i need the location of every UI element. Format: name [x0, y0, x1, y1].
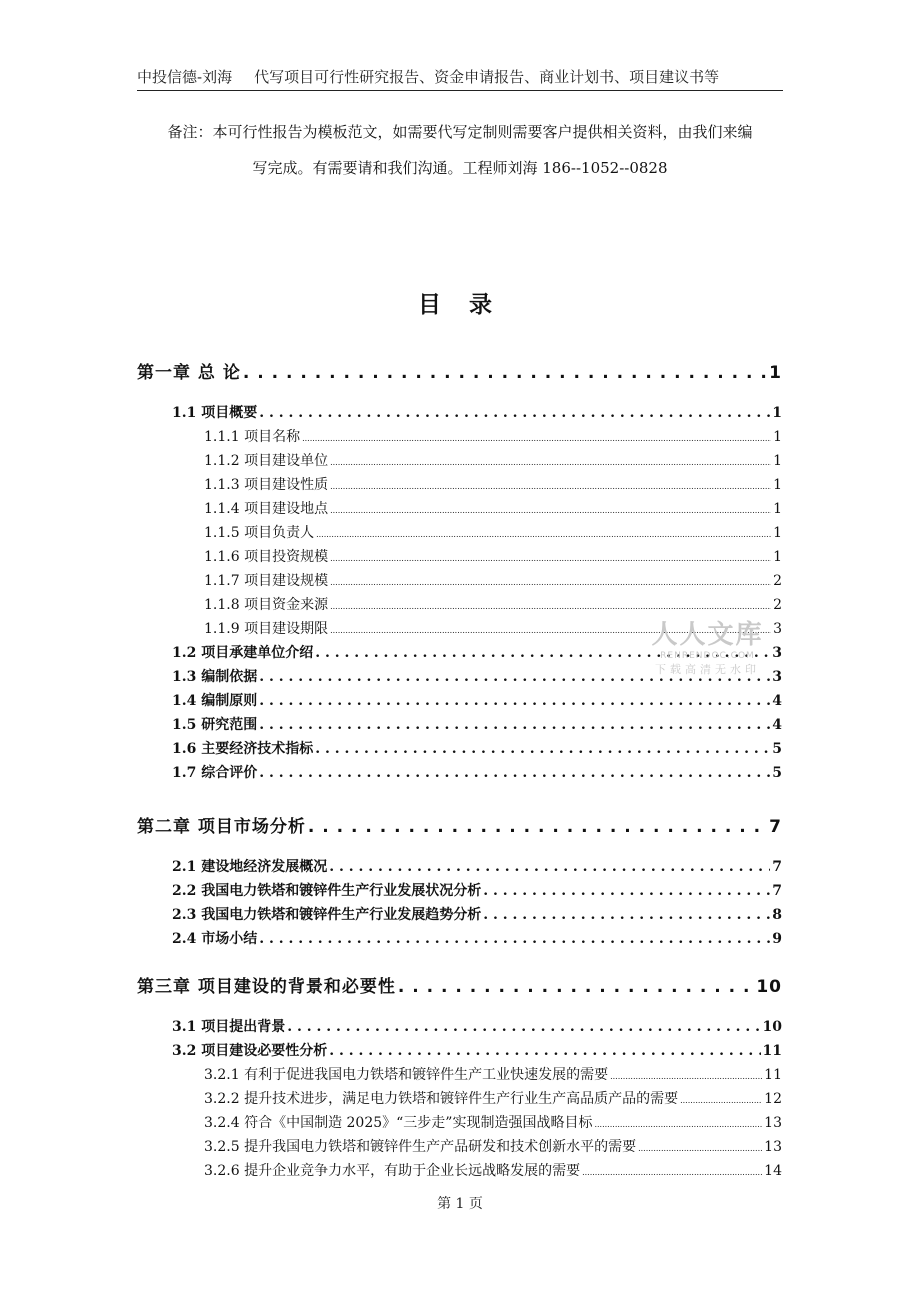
toc-title: 目 录 — [417, 292, 502, 318]
toc-subsection[interactable] — [204, 1136, 782, 1156]
toc-entry-page: 7 — [772, 859, 782, 875]
note-line-2: 写完成。有需要请和我们沟通。工程师刘海 186--1052--0828 — [252, 159, 668, 177]
toc-leader-dots — [243, 363, 767, 383]
toc-subsection[interactable] — [204, 546, 782, 566]
toc-entry-label: 1.4 编制原则 — [172, 693, 258, 709]
toc-chapter[interactable] — [137, 358, 782, 382]
toc-subsection[interactable] — [204, 1064, 782, 1084]
toc-entry-page: 3 — [773, 621, 782, 637]
toc-entry-page: 5 — [772, 741, 782, 757]
toc-leader-dots — [259, 765, 770, 781]
toc-entry-page: 2 — [773, 597, 782, 613]
toc-leader-dots — [330, 554, 771, 563]
toc-leader-dots — [330, 506, 771, 515]
toc-section[interactable] — [172, 1040, 782, 1060]
toc-entry-label: 1.1.3 项目建设性质 — [204, 477, 329, 493]
toc-subsection[interactable] — [204, 450, 782, 470]
toc-entry-page: 12 — [764, 1091, 782, 1107]
toc-section[interactable] — [172, 402, 782, 422]
watermark-tag: 下载高清无水印 — [655, 663, 760, 676]
toc-entry-label: 2.3 我国电力铁塔和镀锌件生产行业发展趋势分析 — [172, 907, 482, 923]
toc-entry-page: 10 — [762, 1019, 782, 1035]
toc-leader-dots — [330, 482, 771, 491]
toc-subsection[interactable] — [204, 498, 782, 518]
toc-entry-page: 4 — [772, 717, 782, 733]
toc-entry-label: 第三章 项目建设的背景和必要性 — [137, 977, 396, 997]
toc-entry-label: 2.4 市场小结 — [172, 931, 258, 947]
toc-entry-page: 13 — [764, 1115, 782, 1131]
toc-leader-dots — [259, 693, 770, 709]
toc-section[interactable] — [172, 856, 782, 876]
toc-entry-label: 3.2 项目建设必要性分析 — [172, 1043, 328, 1059]
toc-entry-page: 1 — [773, 501, 782, 517]
toc-subsection[interactable] — [204, 570, 782, 590]
toc-leader-dots — [259, 717, 770, 733]
toc-leader-dots — [594, 1120, 762, 1129]
toc-leader-dots — [259, 931, 770, 947]
toc-entry-label: 3.2.5 提升我国电力铁塔和镀锌件生产产品研发和技术创新水平的需要 — [204, 1139, 637, 1155]
toc-leader-dots — [483, 883, 770, 899]
toc-chapter[interactable] — [137, 972, 782, 996]
toc-entry-page: 1 — [773, 525, 782, 541]
toc-entry-label: 1.1.6 项目投资规模 — [204, 549, 329, 565]
toc-leader-dots — [610, 1072, 762, 1081]
toc-entry-label: 1.1 项目概要 — [172, 405, 258, 421]
toc-leader-dots — [315, 741, 770, 757]
toc-entry-label: 3.2.6 提升企业竞争力水平，有助于企业长远战略发展的需要 — [204, 1163, 581, 1179]
toc-leader-dots — [287, 1019, 760, 1035]
toc-entry-page: 11 — [762, 1043, 782, 1059]
toc-entry-page: 4 — [772, 693, 782, 709]
toc-entry-page: 1 — [773, 453, 782, 469]
header-rule — [137, 90, 783, 91]
header-company: 中投信德-刘海 — [137, 68, 233, 86]
toc-entry-label: 3.2.4 符合《中国制造 2025》“三步走”实现制造强国战略目标 — [204, 1115, 593, 1131]
toc-leader-dots — [330, 458, 771, 467]
toc-entry-page: 3 — [772, 669, 782, 685]
watermark-main: 人人文库 — [651, 620, 764, 650]
toc-leader-dots — [329, 859, 770, 875]
toc-leader-dots — [308, 817, 767, 837]
toc-leader-dots — [329, 1043, 760, 1059]
toc-subsection[interactable] — [204, 1088, 782, 1108]
toc-leader-dots — [483, 907, 770, 923]
watermark-sub: RENRENDOC.COM — [660, 651, 755, 661]
toc-leader-dots — [316, 530, 771, 539]
toc-entry-label: 1.1.5 项目负责人 — [204, 525, 315, 541]
watermark — [640, 620, 775, 678]
toc-section[interactable] — [172, 714, 782, 734]
toc-subsection[interactable] — [204, 594, 782, 614]
toc-entry-page: 7 — [769, 817, 782, 837]
toc-leader-dots — [398, 977, 754, 997]
toc-entry-label: 1.5 研究范围 — [172, 717, 258, 733]
toc-entry-label: 1.3 编制依据 — [172, 669, 258, 685]
toc-entry-page: 7 — [772, 883, 782, 899]
toc-entry-label: 2.1 建设地经济发展概况 — [172, 859, 328, 875]
toc-entry-page: 2 — [773, 573, 782, 589]
toc-entry-label: 1.1.9 项目建设期限 — [204, 621, 329, 637]
toc-entry-label: 1.7 综合评价 — [172, 765, 258, 781]
toc-leader-dots — [302, 434, 771, 443]
toc-leader-dots — [330, 578, 771, 587]
header-services: 代写项目可行性研究报告、资金申请报告、商业计划书、项目建议书等 — [254, 68, 720, 86]
toc-entry-page: 3 — [772, 645, 782, 661]
toc-entry-label: 1.6 主要经济技术指标 — [172, 741, 314, 757]
toc-subsection[interactable] — [204, 1112, 782, 1132]
toc-section[interactable] — [172, 928, 782, 948]
toc-leader-dots — [259, 405, 770, 421]
toc-entry-page: 1 — [773, 477, 782, 493]
toc-entry-label: 3.2.2 提升技术进步，满足电力铁塔和镀锌件生产行业生产高品质产品的需要 — [204, 1091, 679, 1107]
toc-entry-label: 2.2 我国电力铁塔和镀锌件生产行业发展状况分析 — [172, 883, 482, 899]
note-line-1: 备注：本可行性报告为模板范文，如需要代写定制则需要客户提供相关资料，由我们来编 — [167, 123, 753, 141]
toc-entry-page: 14 — [764, 1163, 782, 1179]
toc-entry-label: 第一章 总 论 — [137, 363, 241, 383]
toc-entry-page: 1 — [773, 429, 782, 445]
toc-entry-label: 1.1.4 项目建设地点 — [204, 501, 329, 517]
toc-entry-label: 3.1 项目提出背景 — [172, 1019, 286, 1035]
page-number: 第 1 页 — [437, 1196, 483, 1212]
toc-entry-label: 1.2 项目承建单位介绍 — [172, 645, 314, 661]
toc-subsection[interactable] — [204, 474, 782, 494]
toc-section[interactable] — [172, 1016, 782, 1036]
toc-entry-page: 9 — [772, 931, 782, 947]
toc-entry-page: 5 — [772, 765, 782, 781]
toc-leader-dots — [680, 1096, 762, 1105]
toc-section[interactable] — [172, 738, 782, 758]
toc-subsection[interactable] — [204, 426, 782, 446]
toc-section[interactable] — [172, 690, 782, 710]
toc-entry-label: 1.1.8 项目资金来源 — [204, 597, 329, 613]
toc-entry-label: 1.1.1 项目名称 — [204, 429, 301, 445]
toc-section[interactable] — [172, 880, 782, 900]
toc-entry-page: 13 — [764, 1139, 782, 1155]
toc-chapter[interactable] — [137, 812, 782, 836]
toc-entry-page: 1 — [773, 549, 782, 565]
toc-section[interactable] — [172, 904, 782, 924]
toc-entry-page: 11 — [764, 1067, 782, 1083]
toc-entry-page: 10 — [756, 977, 782, 997]
toc-section[interactable] — [172, 762, 782, 782]
toc-leader-dots — [582, 1168, 762, 1177]
toc-entry-label: 1.1.2 项目建设单位 — [204, 453, 329, 469]
toc-leader-dots — [638, 1144, 762, 1153]
page-header — [137, 66, 783, 87]
toc-entry-label: 1.1.7 项目建设规模 — [204, 573, 329, 589]
toc-entry-page: 8 — [772, 907, 782, 923]
toc-entry-page: 1 — [769, 363, 782, 383]
toc-leader-dots — [330, 602, 771, 611]
toc-subsection[interactable] — [204, 1160, 782, 1180]
toc-entry-page: 1 — [772, 405, 782, 421]
toc-entry-label: 3.2.1 有利于促进我国电力铁塔和镀锌件生产工业快速发展的需要 — [204, 1067, 609, 1083]
toc-subsection[interactable] — [204, 522, 782, 542]
toc-entry-label: 第二章 项目市场分析 — [137, 817, 306, 837]
